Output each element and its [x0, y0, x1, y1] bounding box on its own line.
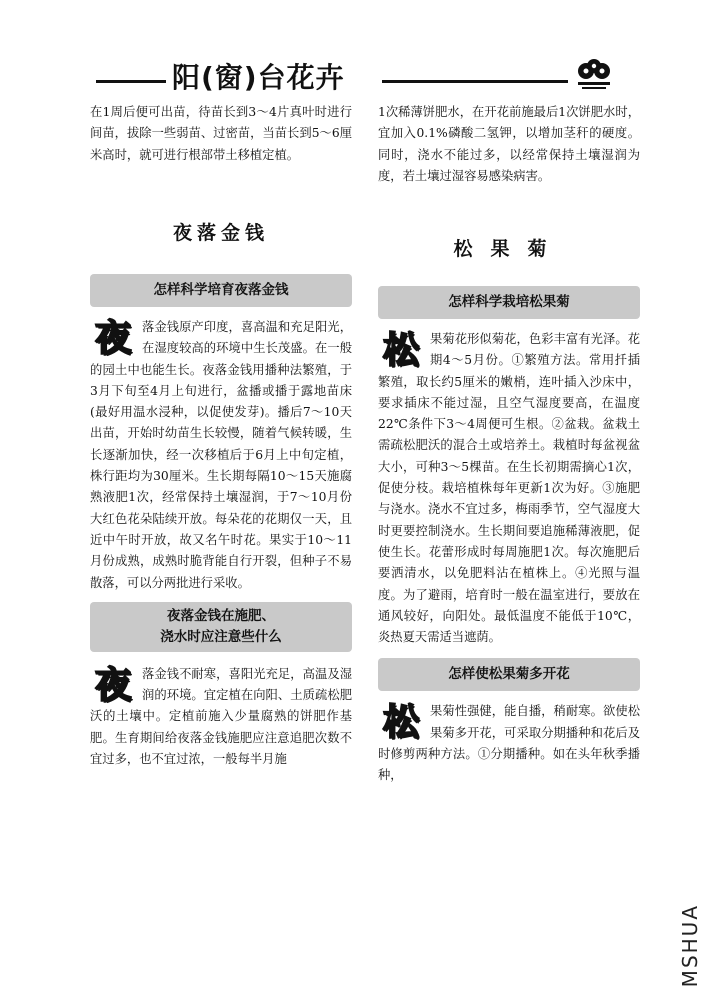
question-banner-1-text: 怎样科学培育夜落金钱: [153, 282, 289, 298]
left-column: [90, 102, 352, 770]
dropcap-song-2: 松: [382, 702, 419, 744]
question-banner-2: [90, 602, 352, 652]
question-banner-2-line1: 夜落金钱在施肥、: [167, 607, 275, 624]
right-article-2-text: 果菊性强健，能自播，稍耐寒。欲使松果菊多开花，可采取分期播种和花后及时修剪两种方法。①分期播种。如在头年秋季播种，: [378, 704, 640, 783]
right-article-1: [378, 329, 640, 648]
watermark: MSHUA: [678, 903, 702, 987]
right-article-1-text: 果菊花形似菊花，色彩丰富有光泽。花期4～5月份。①繁殖方法。常用扦插繁殖，取长约5厘米的嫩梢，连叶插入沙床中，要求插床不能过湿，且空气湿度要高，在温度22℃条件下3～4周便可生根。②盆栽。盆栽土需疏松肥沃的混合土或培养土。栽植时每盆视盆大小，可种3～5棵苗。在生长初期需摘心1次，促使分枝。栽培植株每年更新1次为好。③施肥与浇水。浇水不宜过多，梅雨季节，空气湿度大时更要控制浇水。生长期间要追施稀薄液肥，促使生长。花蕾形成时每周施肥1次。每次施肥后要洒清水，以免肥料沾在植株上。④光照与温度。为了避雨，培育时一般在温室进行，要放在通风较好，向阳处。最低温度不能低于10℃，炎热夏天需适当遮荫。: [378, 332, 640, 645]
header-rule-left: [96, 80, 166, 83]
header-rule-right: [382, 80, 568, 83]
section-title-songguoju: 松果菊: [453, 238, 565, 260]
left-article-1: [90, 317, 352, 594]
question-banner-3-text: 怎样科学栽培松果菊: [448, 294, 570, 310]
page-header: [96, 52, 636, 96]
question-banner-2-line2: 浇水时应注意些什么: [160, 628, 282, 645]
right-article-2: [378, 701, 640, 786]
left-article-2: [90, 664, 352, 770]
right-column: [378, 102, 640, 787]
question-banner-4-text: 怎样使松果菊多开花: [448, 666, 570, 683]
dropcap-ye: 夜: [94, 318, 131, 359]
flower-logo-icon: [574, 58, 614, 94]
left-article-2-text: 落金钱不耐寒，喜阳光充足，高温及湿润的环境。宜定植在向阳、土质疏松肥沃的土壤中。定植前施入少量腐熟的饼肥作基肥。生育期间给夜落金钱施肥应注意追肥次数不宜过多，也不宜过浓，一般每半月施: [90, 666, 352, 767]
header-title: 阳(窗)台花卉: [172, 61, 345, 94]
question-banner-1: [90, 274, 352, 307]
dropcap-song: 松: [382, 330, 419, 371]
dropcap-ye-2: 夜: [94, 664, 131, 706]
section-title-yeluojinqian: 夜落金钱: [172, 222, 269, 244]
left-intro-paragraph: 在1周后便可出苗，待苗长到3～4片真叶时进行间苗，拔除一些弱苗、过密苗，当苗长到5～6厘米高时，就可进行根部带土移植定植。: [90, 105, 352, 162]
right-intro-paragraph: 1次稀薄饼肥水，在开花前施最后1次饼肥水时，宜加入0.1%磷酸二氢钾，以增加茎秆的硬度。同时，浇水不能过多，以经常保持土壤湿润为度，若土壤过湿容易感染病害。: [378, 105, 640, 183]
question-banner-3: [378, 286, 640, 319]
question-banner-4: [378, 658, 640, 691]
left-article-1-text: 落金钱原产印度，喜高温和充足阳光，在湿度较高的环境中生长茂盛。在一般的园土中也能生长。夜落金钱用播种法繁殖，于3月下旬至4月上旬进行，盆播或播于露地苗床(最好用温水浸种，以促使发芽)。播后7～10天出苗，开始时幼苗生长较慢，随着气候转暖，生长逐渐加快，经一次移植后于6月上中旬定植，株行距均为30厘米。生长期每隔10～15天施腐熟液肥1次，经常保持土壤湿润，于7～10月份大红色花朵陆续开放。每朵花的花期仅一天，且近中午时开放，故又名午时花。果实于10～11月份成熟，成熟时脆背能自行开裂，但种子不易散落，可以分两批进行采收。: [90, 320, 352, 590]
